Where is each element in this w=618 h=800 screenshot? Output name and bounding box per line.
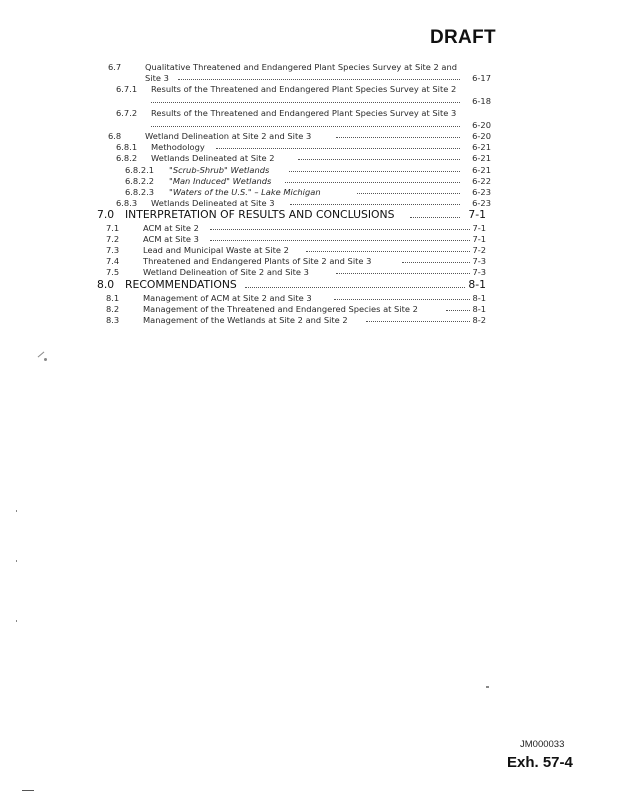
toc-entry-6-8-2-3 bbox=[125, 187, 491, 197]
toc-entry-title: Wetland Delineation of Site 2 and Site 3 bbox=[143, 267, 309, 277]
toc-entry-6-8-1 bbox=[116, 142, 491, 152]
toc-entry-title: Results of the Threatened and Endangered Plant Species Survey at Site 3 bbox=[151, 108, 457, 118]
toc-entry-title: INTERPRETATION OF RESULTS AND CONCLUSIONS bbox=[125, 209, 395, 221]
toc-entry-page: 8-1 bbox=[472, 293, 486, 303]
toc-entry-number: 7.2 bbox=[106, 234, 120, 244]
toc-entry-6-8-3 bbox=[116, 198, 491, 208]
dot-leader bbox=[290, 204, 460, 205]
toc-entry-title: Management of ACM at Site 2 and Site 3 bbox=[143, 293, 312, 303]
toc-entry-page: 7-3 bbox=[472, 267, 486, 277]
toc-entry-page: 7-2 bbox=[472, 245, 486, 255]
toc-entry-7-2 bbox=[106, 234, 486, 244]
toc-entry-page: 6-21 bbox=[472, 153, 491, 163]
scan-speck bbox=[16, 560, 17, 562]
toc-entry-title: ACM at Site 3 bbox=[143, 234, 199, 244]
dot-leader bbox=[216, 148, 460, 149]
dot-leader bbox=[366, 321, 470, 322]
toc-entry-page: 8-1 bbox=[472, 304, 486, 314]
table-of-contents bbox=[0, 0, 618, 360]
toc-entry-number: 8.1 bbox=[106, 293, 120, 303]
toc-entry-title: Methodology bbox=[151, 142, 205, 152]
dot-leader bbox=[446, 310, 470, 311]
toc-entry-6-8-2 bbox=[116, 153, 491, 163]
dot-leader bbox=[151, 102, 460, 103]
toc-entry-7-1 bbox=[106, 223, 486, 233]
toc-entry-number: 7.4 bbox=[106, 256, 120, 266]
toc-entry-7-0 bbox=[97, 209, 486, 221]
toc-entry-page: 8-1 bbox=[468, 279, 486, 291]
toc-entry-page: 6-22 bbox=[472, 176, 491, 186]
dot-leader bbox=[178, 79, 460, 80]
toc-entry-number: 8.2 bbox=[106, 304, 120, 314]
toc-entry-number: 7.3 bbox=[106, 245, 120, 255]
toc-entry-page: 6-21 bbox=[472, 142, 491, 152]
toc-entry-number: 6.8.2.3 bbox=[125, 187, 155, 197]
toc-entry-page: 6-20 bbox=[472, 131, 491, 141]
toc-entry-8-0 bbox=[97, 279, 486, 291]
dot-leader bbox=[151, 126, 460, 127]
toc-entry-page: 8-2 bbox=[472, 315, 486, 325]
dot-leader bbox=[298, 159, 460, 160]
toc-entry-6-8 bbox=[108, 131, 491, 141]
scan-speck bbox=[44, 358, 47, 361]
toc-entry-6-8-2-1 bbox=[125, 165, 491, 175]
dot-leader bbox=[357, 193, 460, 194]
toc-entry-number: 8.3 bbox=[106, 315, 120, 325]
toc-entry-page: 6-17 bbox=[472, 73, 491, 83]
toc-entry-number: 6.8 bbox=[108, 131, 122, 141]
toc-entry-page: 7-1 bbox=[472, 234, 486, 244]
toc-entry-6-7-2-cont bbox=[116, 120, 491, 130]
toc-entry-6-7-2 bbox=[116, 108, 506, 118]
scan-speck bbox=[486, 686, 489, 688]
toc-entry-8-3 bbox=[106, 315, 486, 325]
draft-stamp: DRAFT bbox=[430, 27, 496, 48]
toc-entry-title: Wetlands Delineated at Site 3 bbox=[151, 198, 275, 208]
toc-entry-title: Management of the Threatened and Endangered Species at Site 2 bbox=[143, 304, 418, 314]
bates-number: JM000033 bbox=[520, 739, 565, 750]
dot-leader bbox=[285, 182, 460, 183]
toc-entry-number: 6.7 bbox=[108, 62, 122, 72]
toc-entry-8-2 bbox=[106, 304, 486, 314]
dot-leader bbox=[410, 217, 460, 218]
scan-speck bbox=[16, 510, 17, 512]
toc-entry-7-5 bbox=[106, 267, 486, 277]
toc-entry-title: RECOMMENDATIONS bbox=[125, 279, 237, 291]
toc-entry-page: 7-1 bbox=[472, 223, 486, 233]
exhibit-label: Exh. 57-4 bbox=[507, 754, 573, 771]
toc-entry-number: 6.8.2.2 bbox=[125, 176, 155, 186]
toc-entry-number: 6.8.1 bbox=[116, 142, 138, 152]
toc-entry-number: 7.0 bbox=[97, 209, 115, 221]
toc-entry-number: 6.8.2 bbox=[116, 153, 138, 163]
dot-leader bbox=[289, 171, 460, 172]
toc-entry-6-8-2-2 bbox=[125, 176, 491, 186]
toc-entry-title: "Scrub-Shrub" Wetlands bbox=[169, 165, 270, 175]
toc-entry-title: Qualitative Threatened and Endangered Plant Species Survey at Site 2 and bbox=[145, 62, 458, 72]
toc-entry-number: 6.8.2.1 bbox=[125, 165, 155, 175]
toc-entry-page: 6-21 bbox=[472, 165, 491, 175]
toc-entry-title: Site 3 bbox=[145, 73, 169, 83]
dot-leader bbox=[334, 299, 470, 300]
toc-entry-page: 6-23 bbox=[472, 187, 491, 197]
toc-entry-7-4 bbox=[106, 256, 486, 266]
toc-entry-6-7-1-cont bbox=[116, 96, 491, 106]
toc-entry-6-7-cont bbox=[108, 73, 491, 83]
dot-leader bbox=[306, 251, 470, 252]
dot-leader bbox=[245, 287, 465, 288]
toc-entry-8-1 bbox=[106, 293, 486, 303]
toc-entry-6-7 bbox=[108, 62, 503, 72]
scan-speck bbox=[16, 620, 17, 622]
toc-entry-page: 6-23 bbox=[472, 198, 491, 208]
toc-entry-title: Threatened and Endangered Plants of Site 2 and Site 3 bbox=[143, 256, 372, 266]
toc-entry-number: 7.5 bbox=[106, 267, 120, 277]
toc-entry-title: "Waters of the U.S." – Lake Michigan bbox=[169, 187, 321, 197]
toc-entry-page: 7-3 bbox=[472, 256, 486, 266]
toc-entry-title: Wetlands Delineated at Site 2 bbox=[151, 153, 275, 163]
toc-entry-number: 6.8.3 bbox=[116, 198, 138, 208]
toc-entry-number: 8.0 bbox=[97, 279, 115, 291]
toc-entry-number: 7.1 bbox=[106, 223, 120, 233]
toc-entry-title: Results of the Threatened and Endangered Plant Species Survey at Site 2 bbox=[151, 84, 457, 94]
dot-leader bbox=[402, 262, 470, 263]
toc-entry-title: "Man Induced" Wetlands bbox=[169, 176, 272, 186]
toc-entry-7-3 bbox=[106, 245, 486, 255]
toc-entry-page: 6-18 bbox=[472, 96, 491, 106]
toc-entry-title: Management of the Wetlands at Site 2 and Site 2 bbox=[143, 315, 348, 325]
dot-leader bbox=[336, 137, 460, 138]
toc-entry-title: Wetland Delineation at Site 2 and Site 3 bbox=[145, 131, 312, 141]
dot-leader bbox=[336, 273, 470, 274]
toc-entry-page: 6-20 bbox=[472, 120, 491, 130]
toc-entry-page: 7-1 bbox=[468, 209, 486, 221]
toc-entry-6-7-1 bbox=[116, 84, 506, 94]
dot-leader bbox=[210, 229, 470, 230]
dot-leader bbox=[210, 240, 470, 241]
toc-entry-number: 6.7.1 bbox=[116, 84, 138, 94]
toc-entry-number: 6.7.2 bbox=[116, 108, 138, 118]
scan-speck bbox=[22, 790, 34, 791]
toc-entry-title: ACM at Site 2 bbox=[143, 223, 199, 233]
toc-entry-title: Lead and Municipal Waste at Site 2 bbox=[143, 245, 289, 255]
